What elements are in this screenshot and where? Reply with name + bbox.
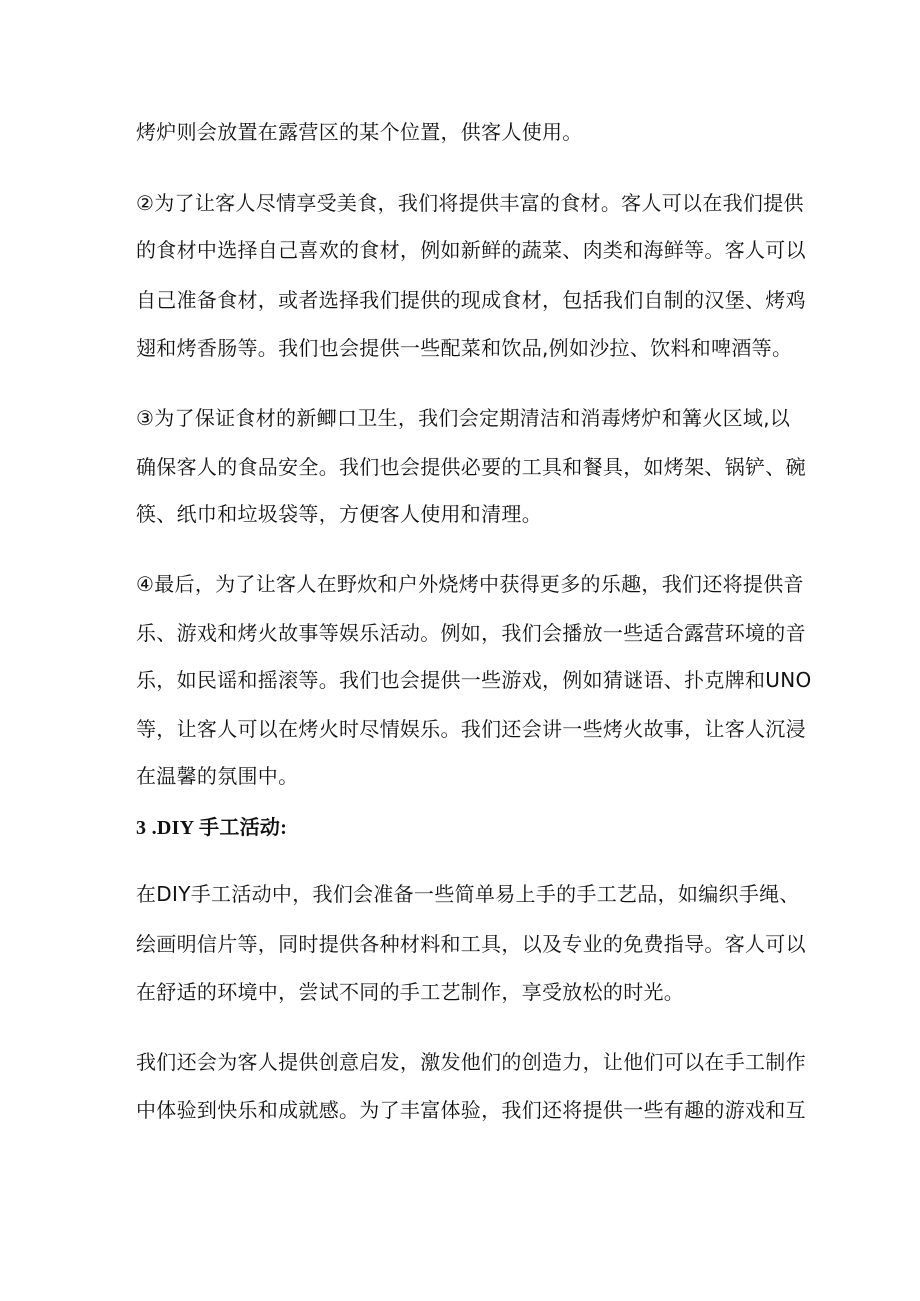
paragraph-line: 烤炉则会放置在露营区的某个位置，供客人使用。 bbox=[136, 120, 583, 144]
section-heading: 3 .DIY 手工活动: bbox=[136, 817, 288, 839]
paragraph-line: 在舒适的环境中，尝试不同的手工艺制作，享受放松的时光。 bbox=[136, 980, 685, 1004]
paragraph-line: 在DIY手工活动中，我们会准备一些简单易上手的手工艺品，如编织手绳、 bbox=[136, 882, 800, 906]
paragraph-line: ④最后，为了让客人在野炊和户外烧烤中获得更多的乐趣，我们还将提供音 bbox=[136, 572, 804, 596]
paragraph-line: 翅和烤香肠等。我们也会提供一些配菜和饮品,例如沙拉、饮料和啤酒等。 bbox=[136, 336, 793, 360]
paragraph-line: 筷、纸巾和垃圾袋等，方便客人使用和清理。 bbox=[136, 502, 542, 526]
paragraph-line: 在温馨的氛围中。 bbox=[136, 764, 299, 788]
paragraph-line: ③为了保证食材的新鲫口卫生，我们会定期清洁和消毒烤炉和篝火区域,以 bbox=[136, 406, 791, 430]
paragraph-line: 乐，如民谣和摇滚等。我们也会提供一些游戏，例如猜谜语、扑克牌和UNO bbox=[136, 668, 812, 692]
paragraph-line: 的食材中选择自己喜欢的食材，例如新鲜的蔬菜、肉类和海鲜等。客人可以 bbox=[136, 238, 806, 262]
paragraph-line: 自己准备食材，或者选择我们提供的现成食材，包括我们自制的汉堡、烤鸡 bbox=[136, 288, 806, 312]
paragraph-line: 中体验到快乐和成就感。为了丰富体验，我们还将提供一些有趣的游戏和互 bbox=[136, 1098, 806, 1122]
paragraph-line: 我们还会为客人提供创意启发，激发他们的创造力，让他们可以在手工制作 bbox=[136, 1050, 806, 1074]
paragraph-line: 绘画明信片等，同时提供各种材料和工具，以及专业的免费指导。客人可以 bbox=[136, 932, 806, 956]
paragraph-line: ②为了让客人尽情享受美食，我们将提供丰富的食材。客人可以在我们提供 bbox=[136, 191, 804, 215]
paragraph-line: 确保客人的食品安全。我们也会提供必要的工具和餐具，如烤架、锅铲、碗 bbox=[136, 455, 806, 479]
paragraph-line: 等，让客人可以在烤火时尽情娱乐。我们还会讲一些烤火故事，让客人沉浸 bbox=[136, 717, 806, 741]
paragraph-line: 乐、游戏和烤火故事等娱乐活动。例如，我们会播放一些适合露营环境的音 bbox=[136, 621, 806, 645]
